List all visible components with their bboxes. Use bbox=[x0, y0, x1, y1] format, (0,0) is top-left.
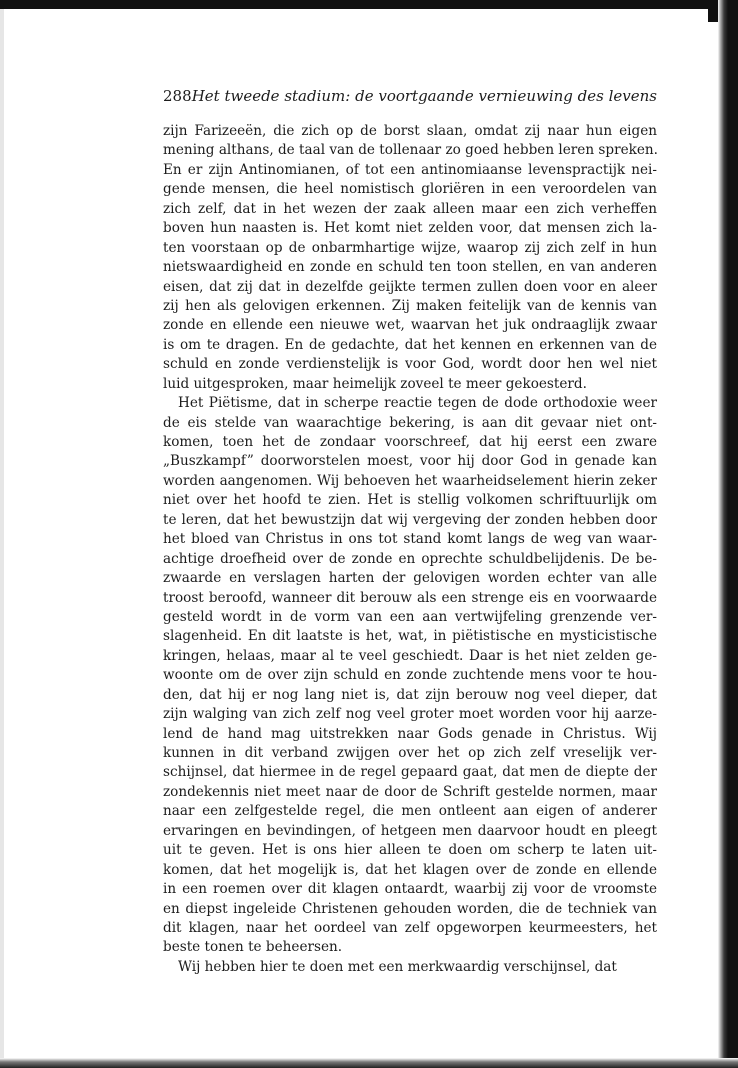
text-line: kunnen in dit verband zwijgen over het op zich zelf vreselijk ver- bbox=[163, 745, 657, 761]
text-line: gende mensen, die heel nomistisch gloriëren in een veroordelen van bbox=[163, 181, 657, 198]
text-line: zonde en ellende een nieuwe wet, waarvan het juk ondraaglijk zwaar bbox=[163, 317, 657, 334]
text-line: zich zelf, dat in het wezen der zaak alleen maar een zich verheffen bbox=[163, 200, 657, 217]
text-line: lend de hand mag uitstrekken naar Gods genade in Christus. Wij bbox=[163, 725, 657, 742]
text-line: in een roemen over dit klagen ontaardt, waarbij zij voor de vroomste bbox=[163, 881, 657, 898]
page-number: 288 bbox=[163, 87, 192, 105]
text-line: niet over het hoofd te zien. Het is stellig volkomen schriftuurlijk om bbox=[163, 492, 657, 509]
text-line: zijn walging van zich zelf nog veel groter moet worden voor hij aarze- bbox=[163, 706, 657, 723]
text-line: dit klagen, naar het oordeel van zelf opgeworpen keurmeesters, het bbox=[163, 919, 657, 936]
text-line: komen, dat het mogelijk is, dat het klagen over de zonde en ellende bbox=[163, 861, 657, 878]
text-line: luid uitgesproken, maar heimelijk zoveel te meer gekoesterd. bbox=[163, 375, 587, 392]
text-line: slagenheid. En dit laatste is het, wat, in piëtistische en mysticistische bbox=[163, 628, 657, 645]
text-line: boven hun naasten is. Het komt niet zelden voor, dat mensen zich la- bbox=[163, 220, 657, 237]
text-line: komen, toen het de zondaar voorschreef, dat hij eerst een zware bbox=[163, 434, 657, 450]
text-line: het bloed van Christus in ons tot stand komt langs de weg van waar- bbox=[163, 531, 657, 548]
text-line: zondekennis niet meet naar de door de Schrift gestelde normen, maar bbox=[163, 783, 657, 800]
text-line: Wij hebben hier te doen met een merkwaardig verschijnsel, dat bbox=[178, 958, 617, 975]
text-line: beste tonen te beheersen. bbox=[163, 939, 343, 956]
paragraph bbox=[163, 122, 657, 394]
text-line: zij hen als gelovigen erkennen. Zij maken feitelijk van de kennis van bbox=[163, 297, 657, 314]
body-text bbox=[163, 122, 657, 977]
text-line: worden aangenomen. Wij behoeven het waarheidselement hierin zeker bbox=[163, 472, 657, 489]
text-line: eisen, dat zij dat in dezelfde geijkte termen zullen doen voor en aleer bbox=[163, 278, 657, 295]
text-line: troost beroofd, wanneer dit berouw als een strenge eis en voorwaarde bbox=[163, 589, 657, 606]
text-line: schuld en zonde verdienstelijk is voor God, wordt door hen wel niet bbox=[163, 356, 657, 373]
text-line: En er zijn Antinomianen, of tot een antinomiaanse levenspractijk nei- bbox=[163, 161, 657, 178]
text-line: nietswaardigheid en zonde en schuld ten toon stellen, en van anderen bbox=[163, 259, 657, 276]
text-line: achtige droefheid over de zonde en oprechte schuldbelijdenis. De be- bbox=[163, 550, 657, 567]
text-line: „Buszkampf” doorworstelen moest, voor hij door God in genade kan bbox=[163, 453, 657, 470]
book-page bbox=[163, 86, 657, 977]
text-line: schijnsel, dat hiermee in de regel gepaard gaat, dat men de diepte der bbox=[163, 764, 657, 781]
text-line: den, dat hij er nog lang niet is, dat zijn berouw nog veel dieper, dat bbox=[163, 686, 657, 703]
scan-top-border bbox=[0, 0, 738, 9]
paragraph bbox=[163, 958, 657, 977]
text-line: te leren, dat het bewustzijn dat wij vergeving der zonden hebben door bbox=[163, 511, 657, 528]
paragraph bbox=[163, 394, 657, 958]
text-line: mening althans, de taal van de tollenaar zo goed hebben leren spreken. bbox=[163, 142, 659, 159]
text-line: de eis stelde van waarachtige bekering, is aan dit gevaar niet ont- bbox=[163, 414, 657, 431]
text-line: is om te dragen. En de gedachte, dat het kennen en erkennen van de bbox=[163, 336, 657, 353]
scan-left-edge bbox=[0, 0, 4, 1068]
running-header bbox=[163, 86, 657, 106]
text-line: zijn Farizeeën, die zich op de borst slaan, omdat zij naar hun eigen bbox=[163, 123, 657, 139]
text-line: zwaarde en verslagen harten der gelovigen worden echter van alle bbox=[163, 570, 657, 587]
text-line: ervaringen en bevindingen, of hetgeen men daarvoor houdt en pleegt bbox=[163, 822, 657, 839]
text-line: kringen, helaas, maar al te veel geschiedt. Daar is het niet zelden ge- bbox=[163, 647, 657, 664]
text-line: Het Piëtisme, dat in scherpe reactie tegen de dode orthodoxie weer bbox=[178, 395, 657, 412]
text-line: en diepst ingeleide Christenen gehouden worden, die de techniek van bbox=[163, 900, 657, 917]
scan-right-border bbox=[718, 0, 738, 1068]
text-line: gesteld wordt in de vorm van een aan vertwijfeling grenzende ver- bbox=[163, 608, 657, 625]
scan-bottom-border bbox=[0, 1058, 738, 1068]
text-line: naar een zelfgestelde regel, die men ontleent aan eigen of anderer bbox=[163, 803, 657, 820]
text-line: woonte om de over zijn schuld en zonde zuchtende mens voor te hou- bbox=[163, 667, 657, 684]
text-line: uit te geven. Het is ons hier alleen te doen om scherp te laten uit- bbox=[163, 842, 657, 859]
running-title: Het tweede stadium: de voortgaande vernieuwing des levens bbox=[191, 87, 657, 105]
text-line: ten voorstaan op de onbarmhartige wijze, waarop zij zich zelf in hun bbox=[163, 239, 657, 256]
